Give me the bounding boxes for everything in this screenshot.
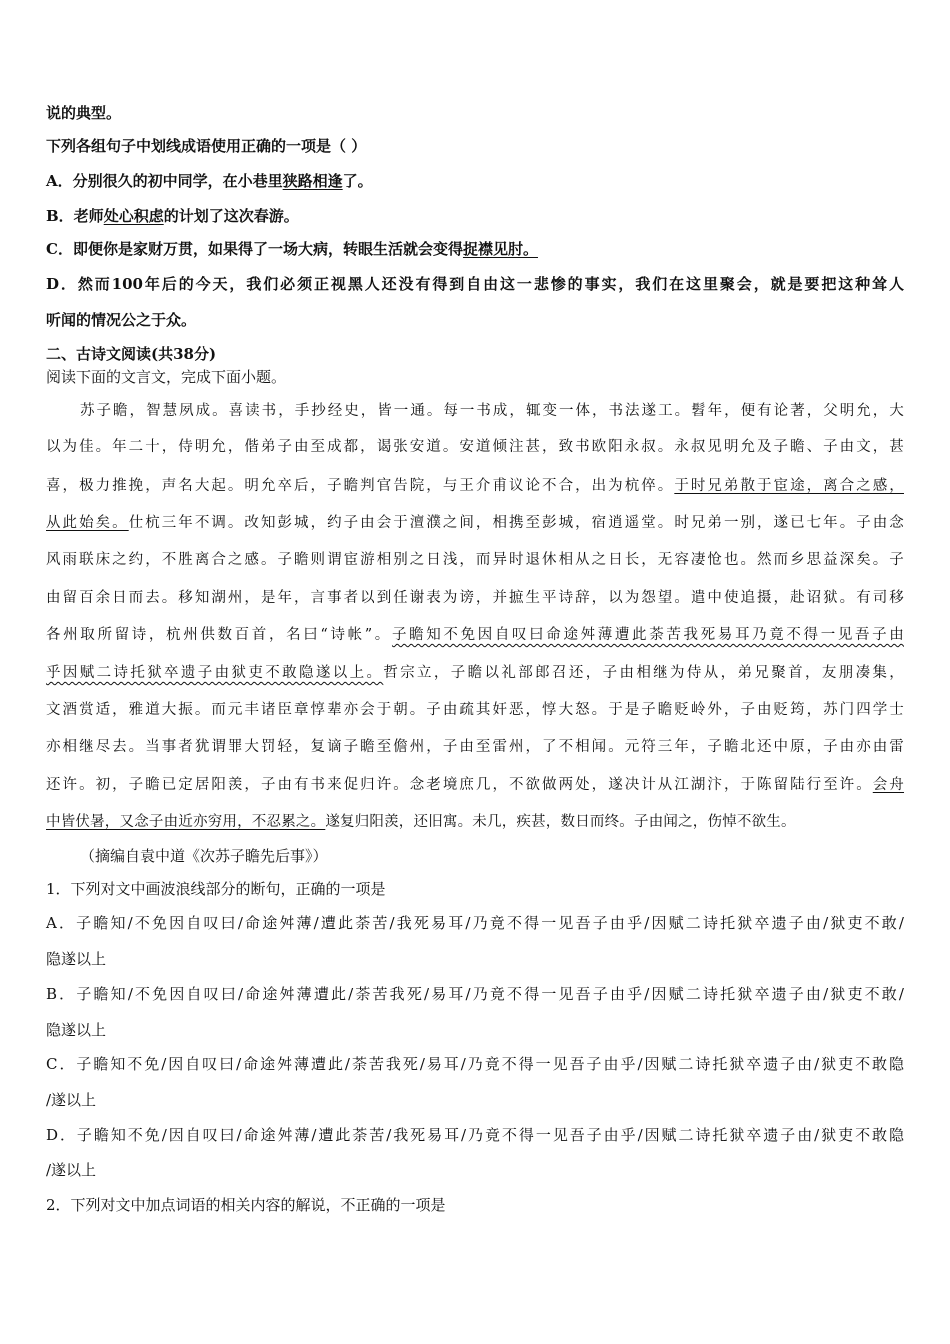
passage-line-4-underlined: 从此始矣。: [46, 515, 129, 531]
option-d-line1[interactable]: D．然而100年后的今天，我们必须正视黑人还没有得到自由这一悲惨的事实，我们在这里聚会，就是要把这种耸人: [46, 275, 904, 293]
passage-line-3: [46, 476, 904, 496]
option-b-idiom: 处心积虑: [103, 207, 164, 225]
question-tail: 说的典型。: [46, 104, 122, 122]
option-b-end: 的计划了这次春游。: [163, 207, 299, 225]
passage-line-10: 亦相继尽去。当事者犹谓罪大罚轻，复谪子瞻至儋州，子由至雷州，了不相闻。元符三年，子瞻北还中原，子由亦由雷: [46, 739, 904, 755]
passage-line-7-text: 各州取所留诗，杭州供数百首，名曰“诗帐”。: [46, 627, 392, 643]
passage-line-9: 文酒赏适，雅道大振。而元丰诸臣章惇辈亦会于朝。子由疏其奸恶，惇大怒。于是子瞻贬岭外，子由贬筠，苏门四学士: [46, 702, 904, 718]
q2-stem: 2．下列对文中加点词语的相关内容的解说，不正确的一项是: [46, 1196, 446, 1214]
passage-line-11-underlined: 会舟: [872, 777, 905, 793]
passage-line-12-underlined: 中皆伏暑，又念子由近亦穷用，不忍累之。: [46, 814, 326, 830]
passage-line-8: [46, 663, 904, 683]
q1-option-d-line1[interactable]: D．子瞻知不免/因自叹曰/命途舛薄/遭此荼苦/我死易耳/乃竟不得一见吾子由乎/因赋二诗托狱卒遗子由/狱吏不敢隐: [46, 1126, 904, 1144]
passage-line-12: [46, 812, 796, 832]
passage-line-4: [46, 513, 904, 533]
q1-option-c-line2: /遂以上: [46, 1091, 97, 1109]
option-b-text: B．老师: [46, 207, 104, 225]
passage-line-1: 苏子瞻，智慧夙成。喜读书，手抄经史，皆一通。每一书成，辄变一体，书法遂工。髫年，便有论著，父明允，大: [80, 403, 904, 419]
q1-option-c-line1[interactable]: C．子瞻知不免/因自叹曰/命途舛薄遭此/荼苦我死/易耳/乃竟不得一见吾子由乎/因赋二诗托狱卒遗子由/狱吏不敢隐: [46, 1055, 904, 1073]
option-c-text: C．即便你是家财万贯，如果得了一场大病，转眼生活就会变得: [46, 240, 463, 258]
instruction: 阅读下面的文言文，完成下面小题。: [46, 368, 287, 386]
passage-line-11: [46, 775, 904, 795]
passage-line-12-text: 遂复归阳羡，还旧寓。未几，疾甚，数日而终。子由闻之，伤悼不欲生。: [325, 814, 796, 830]
passage-line-5: 风雨联床之约，不胜离合之感。子瞻则谓宦游相别之日浅，而异时退休相从之日长，无容凄怆也。然而乡思益深矣。子: [46, 552, 904, 568]
passage-line-8-text: 哲宗立，子瞻以礼部郎召还，子由相继为侍从，弟兄聚首，友朋凑集，: [383, 665, 905, 681]
passage-line-6: 由留百余日而去。移知湖州，是年，言事者以到任谢表为谤，并摭生平诗辞，以为怨望。遣中使追摄，赴诏狱。有司移: [46, 590, 904, 606]
passage-line-3-underlined: 于时兄弟散于宦途，离合之感，: [674, 478, 904, 494]
passage-line-3-text: 喜，极力推挽，声名大起。明允卒后，子瞻判官告院，与王介甫议论不合，出为杭倅。: [46, 478, 675, 494]
option-c[interactable]: [46, 239, 538, 259]
option-d-line2: 听闻的情况公之于众。: [46, 311, 197, 329]
passage-source: （摘编自袁中道《次苏子瞻先后事》）: [80, 847, 328, 865]
q1-option-a-line1[interactable]: A．子瞻知/不免因自叹曰/命途舛薄/遭此荼苦/我死易耳/乃竟不得一见吾子由乎/因赋二诗托狱卒遗子由/狱吏不敢/: [46, 914, 904, 932]
option-c-idiom: 捉襟见肘。: [462, 240, 538, 258]
option-a-text: A．分别很久的初中同学，在小巷里: [46, 172, 283, 190]
passage-line-7: [46, 625, 904, 645]
passage-line-7-wavy: 子瞻知不免因自叹曰命途舛薄遭此荼苦我死易耳乃竟不得一见吾子由: [391, 627, 904, 643]
option-b[interactable]: [46, 206, 299, 226]
passage-line-2: 以为佳。年二十，侍明允，偕弟子由至成都，谒张安道。安道倾注甚，致书欧阳永叔。永叔见明允及子瞻、子由文，甚: [46, 439, 904, 455]
passage-line-4-text: 仕杭三年不调。改知彭城，约子由会于澶濮之间，相携至彭城，宿逍遥堂。时兄弟一别，遂已七年。子由念: [128, 515, 905, 531]
q1-option-d-line2: /遂以上: [46, 1161, 97, 1179]
passage-line-11-text: 还许。初，子瞻已定居阳羡，子由有书来促归许。念老境庶几，不欲做两处，遂决计从江湖汴，于陈留陆行至许。: [46, 777, 873, 793]
question-stem: 下列各组句子中划线成语使用正确的一项是（ ）: [46, 137, 367, 155]
q1-option-b-line2: 隐遂以上: [46, 1021, 107, 1039]
section-heading: 二、古诗文阅读(共38分): [46, 345, 217, 363]
q1-stem: 1．下列对文中画波浪线部分的断句，正确的一项是: [46, 880, 386, 898]
option-a-idiom: 狭路相逢: [282, 172, 343, 190]
passage-line-8-wavy: 乎因赋二诗托狱卒遗子由狱吏不敢隐遂以上。: [46, 665, 384, 681]
q1-option-a-line2: 隐遂以上: [46, 950, 107, 968]
q1-option-b-line1[interactable]: B．子瞻知/不免因自叹曰/命途舛薄遭此/荼苦我死/易耳/乃竟不得一见吾子由乎/因赋二诗托狱卒遗子由/狱吏不敢/: [46, 985, 904, 1003]
option-a[interactable]: [46, 171, 373, 191]
option-a-end: 了。: [342, 172, 373, 190]
